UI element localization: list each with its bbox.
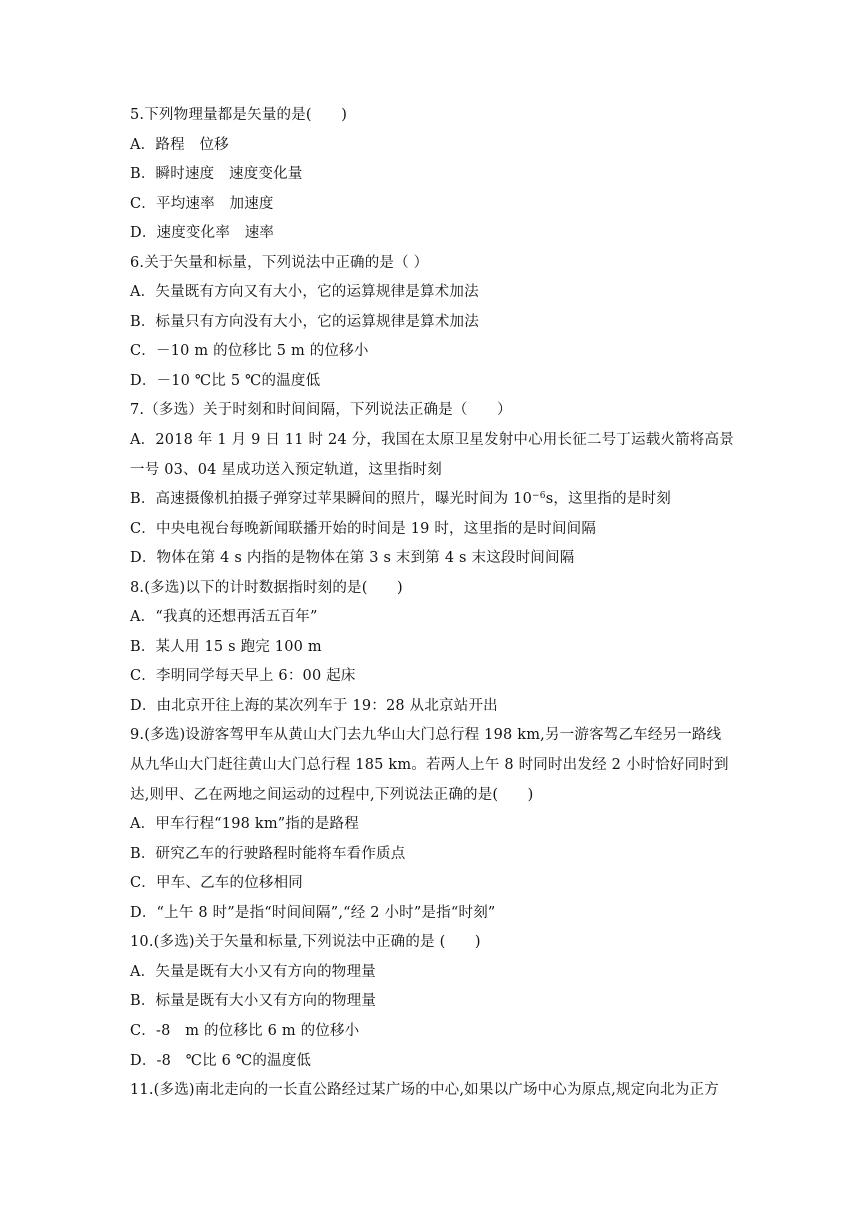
question-9-option-a: A．甲车行程“198 km”指的是路程 bbox=[130, 816, 359, 833]
question-5-option-d: D．速度变化率 速率 bbox=[130, 225, 275, 242]
question-8-stem: 8.(多选)以下的计时数据指时刻的是( ) bbox=[130, 579, 403, 596]
question-10-stem: 10.(多选)关于矢量和标量,下列说法中正确的是 ( ) bbox=[130, 934, 481, 951]
question-6-stem: 6.关于矢量和标量，下列说法中正确的是（ ） bbox=[130, 254, 429, 271]
question-8-option-a: A．“我真的还想再活五百年” bbox=[130, 609, 318, 626]
question-9-option-c: C．甲车、乙车的位移相同 bbox=[130, 875, 303, 892]
exponent: −6 bbox=[532, 491, 546, 502]
question-11-stem: 11.(多选)南北走向的一长直公路经过某广场的中心,如果以广场中心为原点,规定向北为正方 bbox=[130, 1082, 719, 1099]
question-9-stem-line-2: 从九华山大门赶往黄山大门总行程 185 km。若两人上午 8 时同时出发经 2 小时恰好同时到 bbox=[130, 757, 729, 774]
question-8-option-c: C．李明同学每天早上 6：00 起床 bbox=[130, 668, 356, 685]
question-6-option-c: C．－10 m 的位移比 5 m 的位移小 bbox=[130, 343, 369, 360]
question-8-option-d: D．由北京开往上海的某次列车于 19：28 从北京站开出 bbox=[130, 697, 498, 714]
question-7-option-a-continued: 一号 03、04 星成功送入预定轨道，这里指时刻 bbox=[130, 461, 442, 478]
question-6-option-b: B．标量只有方向没有大小，它的运算规律是算术加法 bbox=[130, 313, 479, 330]
question-6-option-a: A．矢量既有方向又有大小，它的运算规律是算术加法 bbox=[130, 284, 479, 301]
question-7-option-b-tail: s，这里指的是时刻 bbox=[545, 491, 671, 508]
question-10-option-b: B．标量是既有大小又有方向的物理量 bbox=[130, 993, 377, 1010]
question-6-option-d: D．－10 ℃比 5 ℃的温度低 bbox=[130, 372, 321, 389]
question-7-option-a: A．2018 年 1 月 9 日 11 时 24 分，我国在太原卫星发射中心用长征二号丁运载火箭将高景 bbox=[130, 432, 734, 449]
question-list bbox=[130, 101, 734, 1106]
question-9-stem-line-1: 9.(多选)设游客驾甲车从黄山大门去九华山大门总行程 198 km,另一游客驾乙车经另一路线 bbox=[130, 727, 722, 744]
question-10-option-c: C．-8 m 的位移比 6 m 的位移小 bbox=[130, 1022, 360, 1039]
question-10-option-d: D．-8 ℃比 6 ℃的温度低 bbox=[130, 1052, 312, 1069]
question-8-option-b: B．某人用 15 s 跑完 100 m bbox=[130, 638, 322, 655]
question-5-option-a: A．路程 位移 bbox=[130, 136, 229, 153]
question-7-option-b-text: B．高速摄像机拍摄子弹穿过苹果瞬间的照片，曝光时间为 10 bbox=[130, 491, 533, 508]
question-9-option-b: B．研究乙车的行驶路程时能将车看作质点 bbox=[130, 845, 406, 862]
question-9-option-d: D．“上午 8 时”是指“时间间隔”,“经 2 小时”是指“时刻” bbox=[130, 904, 496, 921]
question-7-option-c: C．中央电视台每晚新闻联播开始的时间是 19 时，这里指的是时间间隔 bbox=[130, 520, 597, 537]
question-7-stem: 7.（多选）关于时刻和时间间隔，下列说法正确是（ ） bbox=[130, 402, 512, 419]
question-5-stem: 5.下列物理量都是矢量的是( ) bbox=[130, 107, 348, 123]
question-10-option-a: A．矢量是既有大小又有方向的物理量 bbox=[130, 963, 376, 980]
question-5-option-c: C．平均速率 加速度 bbox=[130, 195, 274, 212]
question-9-stem-line-3: 达,则甲、乙在两地之间运动的过程中,下列说法正确的是( ) bbox=[130, 786, 534, 803]
question-7-option-b bbox=[130, 485, 730, 515]
question-5-option-b: B．瞬时速度 速度变化量 bbox=[130, 166, 303, 183]
question-7-option-d: D．物体在第 4 s 内指的是物体在第 3 s 末到第 4 s 末这段时间间隔 bbox=[130, 550, 575, 567]
